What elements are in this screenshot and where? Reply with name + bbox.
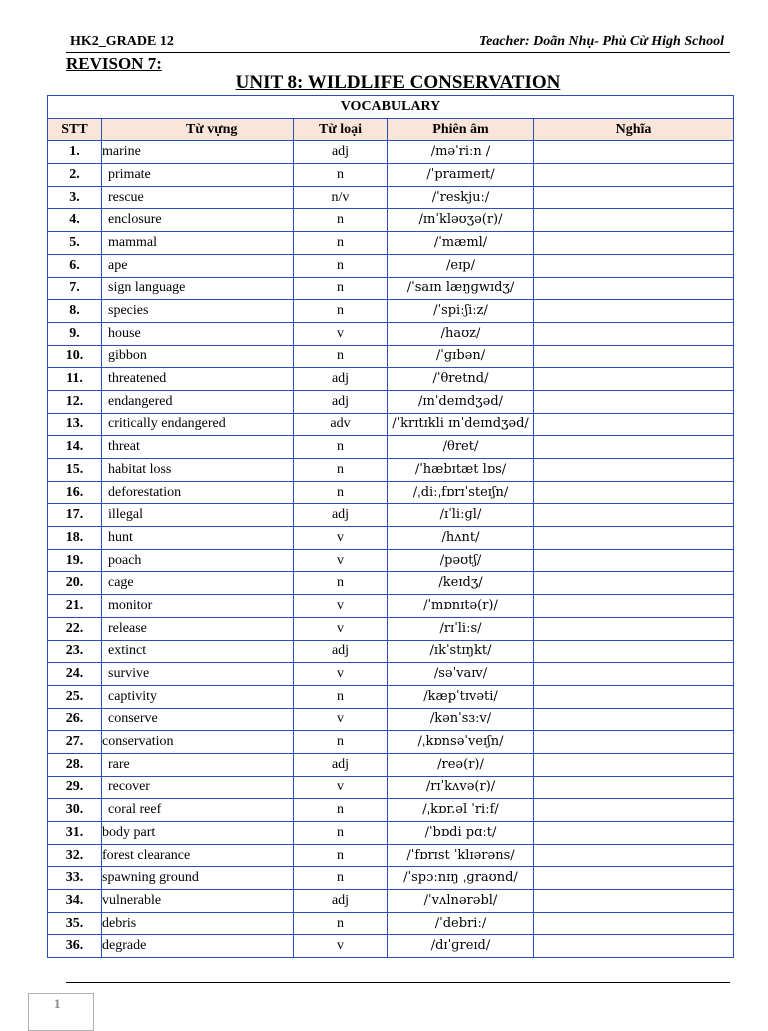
vocab-word: conserve: [102, 708, 294, 731]
vocab-word: sign language: [102, 277, 294, 300]
vocab-word: poach: [102, 549, 294, 572]
row-number: 28.: [48, 753, 102, 776]
vocab-word: rescue: [102, 186, 294, 209]
meaning-cell: [534, 413, 734, 436]
table-row: [48, 413, 734, 436]
part-of-speech: v: [294, 617, 388, 640]
row-number: 33.: [48, 867, 102, 890]
meaning-cell: [534, 345, 734, 368]
pronunciation: /keɪdʒ/: [388, 572, 534, 595]
pronunciation: /ˈpraɪmeɪt/: [388, 164, 534, 187]
meaning-cell: [534, 527, 734, 550]
meaning-cell: [534, 504, 734, 527]
pronunciation: /ˌkɒnsəˈveɪʃn/: [388, 731, 534, 754]
table-row: [48, 549, 734, 572]
meaning-cell: [534, 232, 734, 255]
pronunciation: /ˈreskjuː/: [388, 186, 534, 209]
row-number: 2.: [48, 164, 102, 187]
vocab-word: house: [102, 322, 294, 345]
table-row: [48, 640, 734, 663]
unit-title: UNIT 8: WILDLIFE CONSERVATION: [235, 72, 561, 93]
part-of-speech: adj: [294, 640, 388, 663]
table-row: [48, 890, 734, 913]
row-number: 31.: [48, 822, 102, 845]
meaning-cell: [534, 663, 734, 686]
vocab-word: ape: [102, 254, 294, 277]
vocab-word: debris: [102, 912, 294, 935]
row-number: 20.: [48, 572, 102, 595]
row-number: 1.: [48, 141, 102, 164]
table-row: [48, 345, 734, 368]
part-of-speech: n: [294, 731, 388, 754]
pronunciation: /haʊz/: [388, 322, 534, 345]
table-row: [48, 867, 734, 890]
row-number: 5.: [48, 232, 102, 255]
meaning-cell: [534, 776, 734, 799]
row-number: 21.: [48, 595, 102, 618]
vocab-word: hunt: [102, 527, 294, 550]
meaning-cell: [534, 799, 734, 822]
part-of-speech: n: [294, 345, 388, 368]
part-of-speech: n: [294, 822, 388, 845]
meaning-cell: [534, 209, 734, 232]
pronunciation: /ˈbɒdi pɑːt/: [388, 822, 534, 845]
row-number: 36.: [48, 935, 102, 958]
part-of-speech: v: [294, 776, 388, 799]
meaning-cell: [534, 731, 734, 754]
row-number: 29.: [48, 776, 102, 799]
vocab-word: forest clearance: [102, 844, 294, 867]
page-number: 1: [54, 996, 61, 1011]
pronunciation: /eɪp/: [388, 254, 534, 277]
pronunciation: /ˈmæml/: [388, 232, 534, 255]
part-of-speech: n: [294, 232, 388, 255]
table-row: [48, 481, 734, 504]
vocab-word: species: [102, 300, 294, 323]
vocab-word: spawning ground: [102, 867, 294, 890]
meaning-cell: [534, 708, 734, 731]
table-caption-row: [48, 96, 734, 119]
table-row: [48, 572, 734, 595]
vocab-word: recover: [102, 776, 294, 799]
part-of-speech: v: [294, 708, 388, 731]
meaning-cell: [534, 368, 734, 391]
row-number: 27.: [48, 731, 102, 754]
meaning-cell: [534, 890, 734, 913]
vocab-word: illegal: [102, 504, 294, 527]
pronunciation: /ɪnˈkləʊʒə(r)/: [388, 209, 534, 232]
meaning-cell: [534, 436, 734, 459]
vocab-word: release: [102, 617, 294, 640]
part-of-speech: v: [294, 663, 388, 686]
vocab-word: endangered: [102, 390, 294, 413]
part-of-speech: v: [294, 322, 388, 345]
pronunciation: /ˈkrɪtɪkli ɪnˈdeɪndʒəd/: [388, 413, 534, 436]
pronunciation: /pəʊtʃ/: [388, 549, 534, 572]
pronunciation: /ˈspiːʃiːz/: [388, 300, 534, 323]
table-body: [48, 141, 734, 958]
part-of-speech: n: [294, 844, 388, 867]
pronunciation: /ɪˈliːɡl/: [388, 504, 534, 527]
part-of-speech: n: [294, 799, 388, 822]
part-of-speech: adv: [294, 413, 388, 436]
row-number: 9.: [48, 322, 102, 345]
meaning-cell: [534, 254, 734, 277]
row-number: 7.: [48, 277, 102, 300]
row-number: 18.: [48, 527, 102, 550]
part-of-speech: adj: [294, 753, 388, 776]
meaning-cell: [534, 459, 734, 482]
row-number: 17.: [48, 504, 102, 527]
vocab-word: cage: [102, 572, 294, 595]
pronunciation: /ˌkɒr.əl ˈriːf/: [388, 799, 534, 822]
part-of-speech: n: [294, 685, 388, 708]
part-of-speech: n: [294, 436, 388, 459]
pronunciation: /ˈɡɪbən/: [388, 345, 534, 368]
part-of-speech: n: [294, 164, 388, 187]
row-number: 4.: [48, 209, 102, 232]
vocab-word: vulnerable: [102, 890, 294, 913]
part-of-speech: n: [294, 572, 388, 595]
table-row: [48, 753, 734, 776]
pronunciation: /ˌdiːˌfɒrɪˈsteɪʃn/: [388, 481, 534, 504]
row-number: 22.: [48, 617, 102, 640]
header-grade: HK2_GRADE 12: [70, 34, 174, 49]
table-row: [48, 504, 734, 527]
table-row: [48, 663, 734, 686]
part-of-speech: v: [294, 549, 388, 572]
pronunciation: /ˈvʌlnərəbl/: [388, 890, 534, 913]
pronunciation: /reə(r)/: [388, 753, 534, 776]
meaning-cell: [534, 549, 734, 572]
table-row: [48, 844, 734, 867]
table-row: [48, 935, 734, 958]
part-of-speech: adj: [294, 390, 388, 413]
part-of-speech: adj: [294, 890, 388, 913]
vocab-word: threat: [102, 436, 294, 459]
row-number: 6.: [48, 254, 102, 277]
meaning-cell: [534, 753, 734, 776]
table-row: [48, 708, 734, 731]
vocab-word: primate: [102, 164, 294, 187]
meaning-cell: [534, 322, 734, 345]
vocab-word: extinct: [102, 640, 294, 663]
pronunciation: /rɪˈliːs/: [388, 617, 534, 640]
meaning-cell: [534, 481, 734, 504]
row-number: 23.: [48, 640, 102, 663]
header-teacher: Teacher: Doãn Nhụ- Phù Cừ High School: [478, 34, 724, 49]
meaning-cell: [534, 164, 734, 187]
row-number: 16.: [48, 481, 102, 504]
table-row: [48, 595, 734, 618]
row-number: 10.: [48, 345, 102, 368]
table-row: [48, 390, 734, 413]
pronunciation: /ˈdebriː/: [388, 912, 534, 935]
row-number: 15.: [48, 459, 102, 482]
vocab-word: monitor: [102, 595, 294, 618]
part-of-speech: adj: [294, 368, 388, 391]
vocab-word: survive: [102, 663, 294, 686]
row-number: 19.: [48, 549, 102, 572]
part-of-speech: n: [294, 481, 388, 504]
vocab-word: rare: [102, 753, 294, 776]
pronunciation: /ɪkˈstɪŋkt/: [388, 640, 534, 663]
row-number: 32.: [48, 844, 102, 867]
table-row: [48, 459, 734, 482]
column-header-pos: Từ loại: [294, 118, 388, 141]
pronunciation: /ˈmɒnɪtə(r)/: [388, 595, 534, 618]
pronunciation: /kənˈsɜːv/: [388, 708, 534, 731]
table-caption: VOCABULARY: [48, 96, 734, 119]
part-of-speech: n: [294, 300, 388, 323]
part-of-speech: adj: [294, 141, 388, 164]
meaning-cell: [534, 844, 734, 867]
table-row: [48, 232, 734, 255]
revision-label: REVISON 7:: [66, 54, 162, 73]
table-row: [48, 164, 734, 187]
pronunciation: /θret/: [388, 436, 534, 459]
row-number: 30.: [48, 799, 102, 822]
pronunciation: /ɪnˈdeɪndʒəd/: [388, 390, 534, 413]
row-number: 14.: [48, 436, 102, 459]
pronunciation: /ˈsaɪn læŋɡwɪdʒ/: [388, 277, 534, 300]
vocabulary-table: [47, 95, 734, 958]
vocab-word: gibbon: [102, 345, 294, 368]
vocab-word: threatened: [102, 368, 294, 391]
vocab-word: body part: [102, 822, 294, 845]
table-row: [48, 822, 734, 845]
pronunciation: /səˈvaɪv/: [388, 663, 534, 686]
table-row: [48, 277, 734, 300]
vocab-word: deforestation: [102, 481, 294, 504]
vocab-word: critically endangered: [102, 413, 294, 436]
part-of-speech: n: [294, 459, 388, 482]
meaning-cell: [534, 912, 734, 935]
meaning-cell: [534, 186, 734, 209]
meaning-cell: [534, 640, 734, 663]
column-header-meaning: Nghĩa: [534, 118, 734, 141]
column-header-word: Từ vựng: [102, 118, 294, 141]
pronunciation: /rɪˈkʌvə(r)/: [388, 776, 534, 799]
table-row: [48, 527, 734, 550]
row-number: 35.: [48, 912, 102, 935]
meaning-cell: [534, 572, 734, 595]
part-of-speech: adj: [294, 504, 388, 527]
meaning-cell: [534, 141, 734, 164]
table-row: [48, 617, 734, 640]
table-row: [48, 322, 734, 345]
page-number-box: [28, 993, 94, 1031]
table-row: [48, 776, 734, 799]
table-row: [48, 799, 734, 822]
meaning-cell: [534, 300, 734, 323]
row-number: 25.: [48, 685, 102, 708]
row-number: 26.: [48, 708, 102, 731]
vocab-word: captivity: [102, 685, 294, 708]
meaning-cell: [534, 617, 734, 640]
table-row: [48, 209, 734, 232]
meaning-cell: [534, 822, 734, 845]
meaning-cell: [534, 277, 734, 300]
pronunciation: /ˈθretnd/: [388, 368, 534, 391]
table-row: [48, 186, 734, 209]
table-row: [48, 731, 734, 754]
table-row: [48, 141, 734, 164]
table-row: [48, 368, 734, 391]
part-of-speech: n: [294, 209, 388, 232]
table-row: [48, 912, 734, 935]
table-row: [48, 300, 734, 323]
vocab-word: mammal: [102, 232, 294, 255]
table-row: [48, 685, 734, 708]
meaning-cell: [534, 685, 734, 708]
row-number: 12.: [48, 390, 102, 413]
footer-divider: [66, 982, 730, 983]
vocab-word: coral reef: [102, 799, 294, 822]
part-of-speech: n: [294, 912, 388, 935]
meaning-cell: [534, 867, 734, 890]
vocab-word: habitat loss: [102, 459, 294, 482]
table-header-row: [48, 118, 734, 141]
part-of-speech: n: [294, 254, 388, 277]
pronunciation: /ˈspɔːnɪŋ ˌɡraʊnd/: [388, 867, 534, 890]
vocab-word: enclosure: [102, 209, 294, 232]
pronunciation: /hʌnt/: [388, 527, 534, 550]
row-number: 24.: [48, 663, 102, 686]
part-of-speech: v: [294, 527, 388, 550]
pronunciation: /ˈhæbɪtæt lɒs/: [388, 459, 534, 482]
table-row: [48, 436, 734, 459]
part-of-speech: v: [294, 935, 388, 958]
pronunciation: /məˈriːn /: [388, 141, 534, 164]
row-number: 34.: [48, 890, 102, 913]
pronunciation: /kæpˈtɪvəti/: [388, 685, 534, 708]
meaning-cell: [534, 390, 734, 413]
row-number: 13.: [48, 413, 102, 436]
row-number: 8.: [48, 300, 102, 323]
vocab-word: marine: [102, 141, 294, 164]
row-number: 3.: [48, 186, 102, 209]
meaning-cell: [534, 595, 734, 618]
meaning-cell: [534, 935, 734, 958]
vocab-word: conservation: [102, 731, 294, 754]
part-of-speech: n: [294, 867, 388, 890]
vocab-word: degrade: [102, 935, 294, 958]
pronunciation: /dɪˈɡreɪd/: [388, 935, 534, 958]
column-header-ipa: Phiên âm: [388, 118, 534, 141]
part-of-speech: v: [294, 595, 388, 618]
header-divider: [66, 52, 730, 53]
pronunciation: /ˈfɒrɪst ˈklɪərəns/: [388, 844, 534, 867]
column-header-stt: STT: [48, 118, 102, 141]
row-number: 11.: [48, 368, 102, 391]
table-row: [48, 254, 734, 277]
part-of-speech: n/v: [294, 186, 388, 209]
part-of-speech: n: [294, 277, 388, 300]
